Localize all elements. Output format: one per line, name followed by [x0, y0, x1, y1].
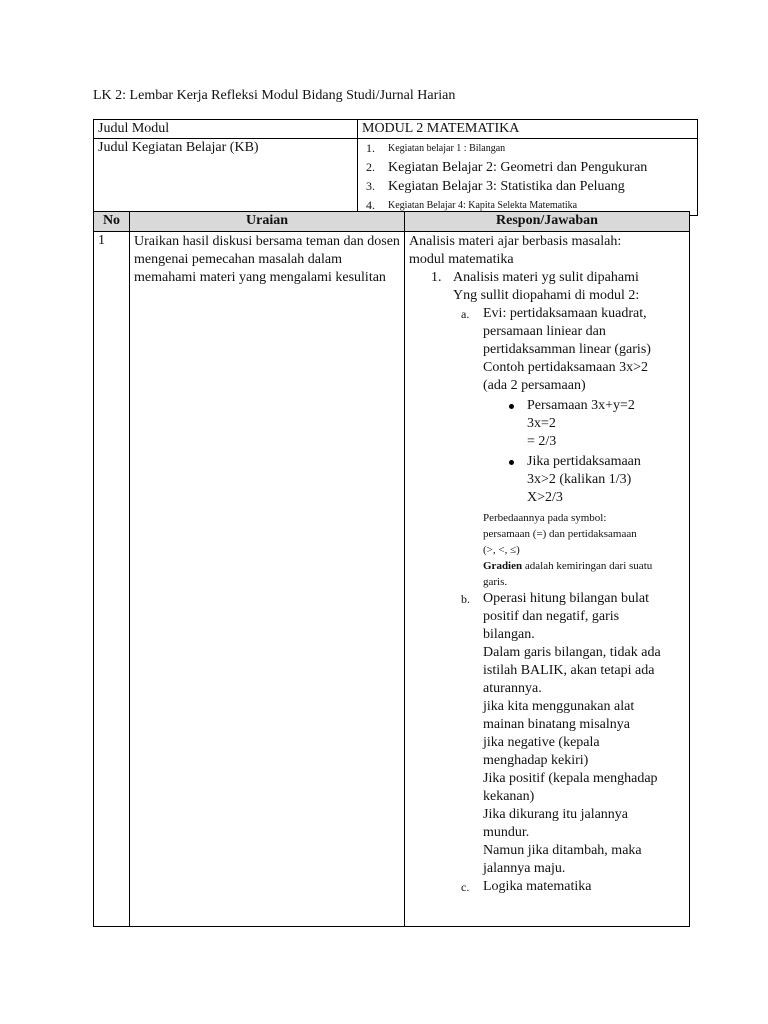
bullet-line: 3x=2: [527, 416, 556, 431]
sub-item-line: Jika positif (kepala menghadap: [483, 771, 658, 786]
sub-item-line: Namun jika ditambah, maka: [483, 843, 642, 858]
sub-item-line: Operasi hitung bilangan bulat: [483, 591, 650, 606]
kb-item-2: [362, 158, 693, 177]
document-title: LK 2: Lembar Kerja Refleksi Modul Bidang Studi/Jurnal Harian: [93, 88, 456, 103]
sub-item-line: bilangan.: [483, 627, 535, 642]
sub-item-line: positif dan negatif, garis: [483, 609, 620, 624]
row-number: 1: [94, 232, 130, 927]
table-row: [94, 232, 690, 927]
respon-intro-line: modul matematika: [409, 252, 514, 267]
respon-content: [409, 232, 685, 896]
sub-item-line: mainan binatang misalnya: [483, 717, 630, 732]
bullet-icon: [509, 404, 514, 409]
item-line: Analisis materi yg sulit dipahami: [453, 270, 639, 285]
uraian-cell: [130, 232, 405, 927]
header-row: [94, 212, 690, 232]
note-block: [409, 510, 685, 590]
sub-item-line: (ada 2 persamaan): [483, 378, 586, 393]
bullet-line: Persamaan 3x+y=2: [527, 398, 635, 413]
kb-item-text: Kegiatan Belajar 4: Kapita Selekta Matematika: [388, 200, 578, 211]
bullet-item-1: [409, 397, 685, 451]
note-line: Perbedaannya pada symbol:: [483, 512, 607, 524]
sub-item-mark: b.: [461, 592, 470, 606]
note-bold-term: Gradien: [483, 560, 523, 572]
kb-item-1: [362, 139, 693, 158]
judul-kb-label: Judul Kegiatan Belajar (KB): [94, 139, 358, 216]
sub-item-line: aturannya.: [483, 681, 542, 696]
bullet-line: 3x>2 (kalikan 1/3): [527, 472, 632, 487]
kb-item-num: 1.: [366, 141, 375, 155]
sub-item-b: [409, 590, 685, 878]
numbered-item-1: [409, 269, 685, 305]
sub-item-line: istilah BALIK, akan tetapi ada: [483, 663, 655, 678]
sub-item-a: [409, 305, 685, 395]
sub-item-line: persamaan liniear dan: [483, 324, 606, 339]
sub-item-line: jika negative (kepala: [483, 735, 600, 750]
respon-cell: [405, 232, 690, 927]
sub-item-line: kekanan): [483, 789, 535, 804]
sub-item-c: [409, 878, 685, 896]
sub-item-mark: a.: [461, 307, 470, 321]
kb-item-3: [362, 177, 693, 196]
bullet-line: Jika pertidaksamaan: [527, 454, 641, 469]
uraian-text: Uraikan hasil diskusi bersama teman dan dosen mengenai pemecahan masalah dalam memahami materi yang mengalami kesulitan: [134, 234, 400, 285]
reflection-table: [93, 211, 690, 927]
bullet-line: X>2/3: [527, 490, 563, 505]
kb-list: [362, 139, 693, 215]
sub-item-line: Jika dikurang itu jalannya: [483, 807, 629, 822]
note-line: garis.: [483, 576, 508, 588]
list-number: 1.: [431, 270, 442, 285]
judul-modul-label: Judul Modul: [94, 120, 358, 139]
bullet-item-2: [409, 453, 685, 507]
judul-kb-row: [94, 139, 698, 216]
kb-item-num: 2.: [366, 160, 375, 174]
note-text: adalah kemiringan dari suatu: [522, 560, 653, 572]
sub-item-line: Contoh pertidaksamaan 3x>2: [483, 360, 648, 375]
bullet-icon: [509, 460, 514, 465]
kb-item-text: Kegiatan belajar 1 : Bilangan: [388, 143, 506, 154]
sub-item-line: mundur.: [483, 825, 530, 840]
kb-item-text: Kegiatan Belajar 3: Statistika dan Peluang: [388, 179, 625, 194]
bullet-line: = 2/3: [527, 434, 557, 449]
module-info-table: [93, 119, 698, 216]
kb-item-text: Kegiatan Belajar 2: Geometri dan Pengukuran: [388, 160, 648, 175]
note-line: persamaan (=) dan pertidaksamaan: [483, 528, 637, 540]
sub-item-line: Logika matematika: [483, 879, 592, 894]
sub-item-line: pertidaksamman linear (garis): [483, 342, 651, 357]
header-uraian: Uraian: [130, 212, 405, 232]
kb-item-num: 3.: [366, 179, 375, 193]
respon-intro-line: Analisis materi ajar berbasis masalah:: [409, 234, 622, 249]
sub-item-mark: c.: [461, 880, 470, 894]
sub-item-line: jika kita menggunakan alat: [483, 699, 635, 714]
sub-item-line: Dalam garis bilangan, tidak ada: [483, 645, 661, 660]
sub-item-line: jalannya maju.: [483, 861, 566, 876]
kb-list-cell: [358, 139, 698, 216]
sub-item-line: Evi: pertidaksamaan kuadrat,: [483, 306, 647, 321]
note-line: [483, 558, 685, 574]
header-no: No: [94, 212, 130, 232]
note-line: (>, <, ≤): [483, 544, 520, 556]
item-line: Yng sullit diopahami di modul 2:: [453, 288, 640, 303]
judul-modul-value: MODUL 2 MATEMATIKA: [358, 120, 698, 139]
kb-item-num: 4.: [366, 198, 375, 212]
header-respon: Respon/Jawaban: [405, 212, 690, 232]
sub-item-line: menghadap kekiri): [483, 753, 589, 768]
judul-modul-row: [94, 120, 698, 139]
